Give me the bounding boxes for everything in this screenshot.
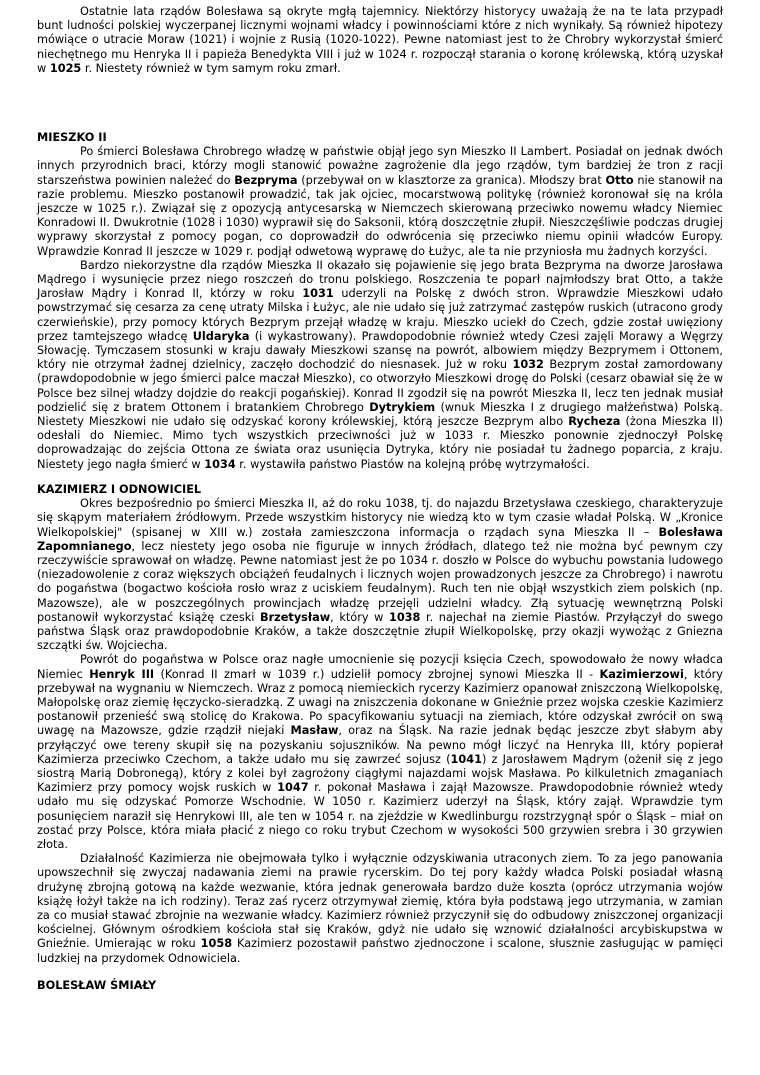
mieszko-paragraph-2: Bardzo niekorzystne dla rządów Mieszka II okazało się pojawienie się jego brata Bezpryma na dworze Jarosława Mądrego i wysunięcie przez niego roszczeń do tronu polskiego. Roszczenia te poparł najmłodszy brat Otto, a także Jarosław Mądry i Konrad II, którzy w roku 1031 uderzyli na Polskę z dwóch stron. Wprawdzie Mieszkowi udało powstrzymać się cesarza za cenę utraty Milska i Łużyc, ale nie udało się już zatrzymać zastępów ruskich (utracono grody czerwieńskie), przy pomocy których Bezprym przejął władzę w kraju. Mieszko uciekł do Czech, gdzie został uwięziony przez tamtejszego władcę Uldaryka (i wykastrowany). Prawdopodobnie również wtedy Czesi zajęli Morawy a Węgrzy Słowację. Tymczasem stosunki w kraju dawały Mieszkowi szansę na powrót, albowiem między Bezprymem i Ottonem, który nie otrzymał żadnej dzielnicy, zaczęło dochodzić do niesnasek. Już w roku 1032 Bezprym został zamordowany (prawdopodobnie w jego śmierci palce maczał Mieszko), co otworzyło Mieszkowi drogę do Polski (cesarz obawiał się że w Polsce bez silnej władzy dojdzie do reakcji pogańskiej). Konrad II zgodził się na powrót Mieszka II, lecz ten jednak musiał podzielić się z bratem Ottonem i bratankiem Chrobrego Dytrykiem (wnuk Mieszka I z drugiego małżeństwa) Polską. Niestety Mieszkowi nie udało się odzyskać korony królewskiej, którą jeszcze Bezprym albo Rycheza (żona Mieszka II) odesłali do Niemiec. Mimo tych wszystkich przeciwności już w 1033 r. Mieszko ponownie zjednoczył Polskę doprowadzając do zejścia Ottona ze świata oraz usunięcia Dytryka, który nie posiadał tu żadnego poparcia, z kraju. Niestety jego nagła śmierć w 1034 r. wystawiła państwo Piastów na kolejną próbę wytrzymałości. — [37, 258, 724, 471]
bold-term: Uldaryka — [192, 329, 250, 343]
section-heading-mieszko-ii: MIESZKO II — [37, 131, 107, 145]
bold-term: 1025 — [49, 61, 82, 75]
bold-term: 1032 — [512, 358, 544, 372]
kazimierz-paragraph-2: Powrót do pogaństwa w Polsce oraz nagłe umocnienie się pozycji księcia Czech, spowodowało że nowy władca Niemiec Henryk III (Konrad II zmarł w 1039 r.) udzielił pomocy zbrojnej synowi Mieszka II - Kazimierzowi, który przebywał na wygnaniu w Niemczech. Wraz z pomocą niemieckich rycerzy Kazimierz opanował zniszczoną Wielkopolskę, Małopolskę oraz ziemię łęczycko-sieradzką. Z uwagi na zniszczenia dokonane w Gnieźnie przez wojska czeskie Kazimierz postanowił przenieść swą stolicę do Krakowa. Po spacyfikowaniu sytuacji na ziemiach, które odzyskał zwrócił on swą uwagę na Mazowsze, gdzie rządził niejaki Masław, oraz na Śląsk. Na razie jednak będąc jeszcze zbyt słabym aby przyłączyć owe tereny skupił się na pozyskaniu sojuszników. Na pewno mógł liczyć na Henryka III, który popierał Kazimierza przeciwko Czechom, a także udało mu się zawrzeć sojusz (1041) z Jarosławem Mądrym (ożenił się z jego siostrą Marią Dobronegą), który z kolei był zagrożony ciągłymi najazdami wojsk Masława. Po kilkuletnich zmaganiach Kazimierz przy pomocy wojsk ruskich w 1047 r. pokonał Masława i zajął Mazowsze. Prawdopodobnie również wtedy udało mu się odzyskać Pomorze Wschodnie. W 1050 r. Kazimierz uderzył na Śląsk, który zajął. Wprawdzie tym posunięciem naraził się Henrykowi III, ale ten w 1054 r. na zjeździe w Kwedlinburgu rozstrzygnął spór o Śląsk – miał on zostać przy Polsce, która miała płacić z niego co roku trybut Czechom w wysokości 500 grzywien srebra i 30 grzywien złota. — [37, 653, 723, 851]
bold-term: 1047 — [277, 781, 309, 795]
bold-term: Dytrykiem — [369, 400, 436, 414]
bold-term: 1031 — [302, 287, 334, 301]
document-page — [37, 0, 723, 993]
bold-term: 1041 — [450, 752, 482, 766]
bold-term: Rycheza — [568, 415, 621, 429]
bold-term: Masław — [290, 724, 339, 738]
bold-term: 1058 — [200, 937, 233, 951]
bold-term: 1038 — [388, 610, 421, 624]
bold-term: Bolesława Zapomnianego — [37, 525, 723, 553]
bold-term: 1034 — [204, 457, 236, 471]
kazimierz-paragraph-3: Działalność Kazimierza nie obejmowała tylko i wyłącznie odzyskiwania utraconych ziem. To za jego panowania upowszechnił się zwyczaj nadawania ziemi na prawie rycerskim. Do tej pory każdy władca Polski posiadał własną drużynę zbrojną gotową na każde wezwanie, która jednak generowała bardzo duże koszta (oprócz utrzymania wojów książę łożył także na ich rodziny). Teraz zaś rycerz otrzymywał ziemię, która była podstawą jego utrzymania, w zamian za co musiał stawać zbrojnie na wezwanie władcy. Kazimierz również przyczynił się do odbudowy zniszczonej organizacji kościelnej. Głównym ośrodkiem kościoła stał się Kraków, gdyż nie udało się wznowić działalności arcybiskupstwa w Gnieźnie. Umierając w roku 1058 Kazimierz pozostawił państwo zjednoczone i scalone, słusznie zasługując w pamięci ludzkiej na przydomek Odnowiciela. — [37, 852, 724, 965]
mieszko-paragraph-1: Po śmierci Bolesława Chrobrego władzę w państwie objął jego syn Mieszko II Lambert. Posiadał on jednak dwóch innych przyrodnich braci, którzy mogli stanowić poważne zagrożenie dla jego rządów, tym bardziej że tron z racji starszeństwa powinien należeć do Bezpryma (przebywał on w klasztorze za granica). Młodszy brat Otto nie stanowił na razie problemu. Mieszko postanowił prowadzić, tak jak ojciec, mocarstwową politykę (również koronował się na króla jeszcze w 1025 r.). Związał się z opozycją antycesarską w Niemczech skierowaną przeciwko nowemu władcy Niemiec Konradowi II. Dwukrotnie (1028 i 1030) wyprawił się do Saksonii, którą doszczętnie złupił. Nieszczęśliwie podczas drugiej wyprawy skorzystał z pomocy pogan, co doprowadził do odwrócenia się przeciwko niemu opinii władców Europy. Wprawdzie Konrad II jeszcze w 1029 r. podjął odwetową wyprawę do Łużyc, ale ta nie przyniosła mu żadnych korzyści. — [37, 145, 723, 258]
bold-term: Brzetysław — [260, 610, 331, 624]
bold-term: Otto — [605, 173, 634, 187]
intro-paragraph: Ostatnie lata rządów Bolesława są okryte mgłą tajemnicy. Niektórzy historycy uważają że na te lata przypadł bunt ludności polskiej wyczerpanej licznymi wojnami władcy i powinnościami które z nich wynikały. Są również hipotezy mówiące o utracie Moraw (1021) i wojnie z Rusią (1020-1022). Pewne natomiast jest to że Chrobry wykorzystał śmierć niechętnego mu Henryka II i papieża Benedykta VIII i już w 1024 r. rozpoczął starania o koronę królewską, którą uzyskał w 1025 r. Niestety również w tym samym roku zmarł. — [37, 5, 723, 75]
kazimierz-paragraph-1: Okres bezpośrednio po śmierci Mieszka II, aż do roku 1038, tj. do najazdu Brzetysława czeskiego, charakteryzuje się skąpym materiałem źródłowym. Przede wszystkim historycy nie wiedzą kto w tym czasie władał Polską. W „Kronice Wielkopolskiej" (spisanej w XIII w.) została zamieszczona informacja o rządach syna Mieszka II – Bolesława Zapomnianego, lecz niestety jego osoba nie figuruje w innych źródłach, dlatego też nie można być pewnym czy rzeczywiście sprawował on władzę. Pewne natomiast jest że po 1034 r. doszło w Polsce do wybuchu powstania ludowego (niezadowolenie z coraz większych obciążeń feudalnych i licznych wojen prowadzonych jeszcze za Chrobrego) i nawrotu do pogaństwa (bogactwo kościoła rosło wraz z uciskiem feudalnym). Ruch ten nie objął wszystkich ziem polskich (np. Mazowsze), ale w poszczególnych prowincjach władzę przejęli udzielni władcy. Złą sytuację wewnętrzną Polski postanowił wykorzystać książę czeski Brzetysław, który w 1038 r. najechał na ziemie Piastów. Przyłączył do swego państwa Śląsk oraz prawdopodobnie Kraków, a także doszczętnie złupił Wielkopolskę, przy okazji wywożąc z Gniezna szczątki św. Wojciecha. — [37, 497, 723, 653]
bold-term: Henryk III — [89, 667, 155, 681]
section-heading-boleslaw: BOLESŁAW ŚMIAŁY — [37, 978, 157, 992]
bold-term: Kazimierzowi — [599, 667, 684, 681]
section-heading-kazimierz: KAZIMIERZ I ODNOWICIEL — [37, 482, 202, 496]
bold-term: Bezpryma — [234, 173, 298, 187]
